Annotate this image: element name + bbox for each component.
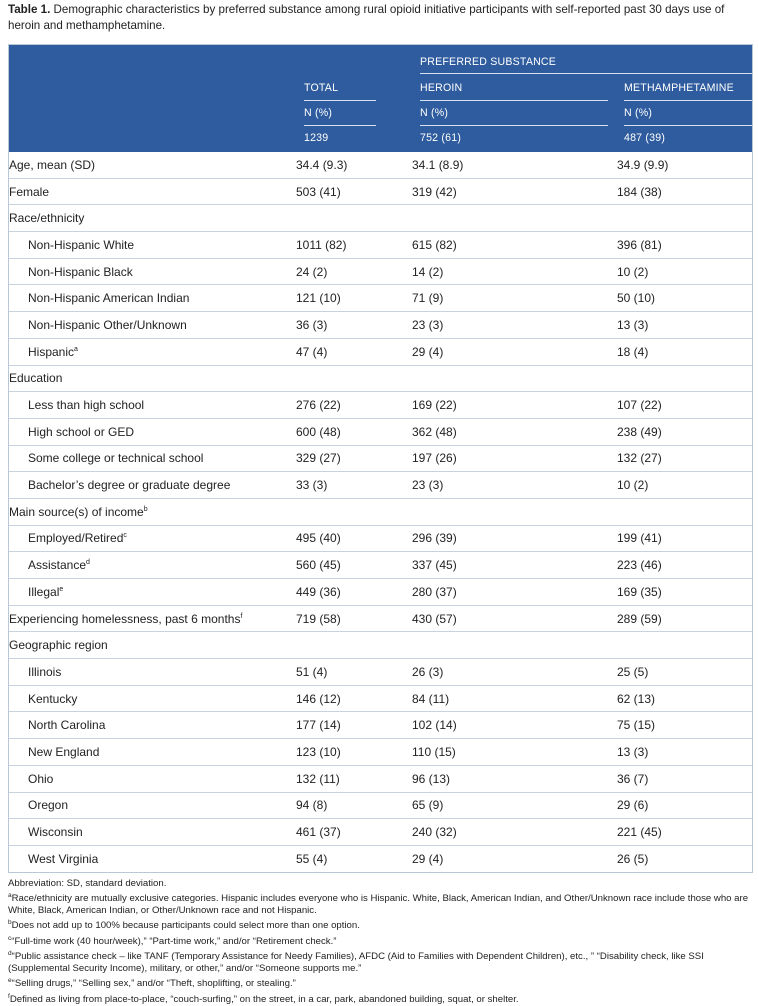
table-row <box>9 525 752 552</box>
cell-total-text: 461 (37) <box>296 825 341 840</box>
cell-heroin <box>412 285 617 312</box>
cell-heroin-text: 280 (37) <box>412 584 457 599</box>
cell-methamphetamine <box>617 338 752 365</box>
cell-methamphetamine-text: 289 (59) <box>617 611 662 626</box>
cell-total-text: 132 (11) <box>296 771 340 786</box>
cell-total <box>296 819 412 846</box>
row-label <box>9 525 296 552</box>
cell-methamphetamine <box>617 232 752 259</box>
cell-methamphetamine-text: 75 (15) <box>617 718 656 733</box>
cell-methamphetamine <box>617 605 752 632</box>
row-label <box>9 258 296 285</box>
cell-total <box>296 712 412 739</box>
header-rule2-total <box>304 125 376 126</box>
footnote-mark: b <box>8 919 12 927</box>
cell-methamphetamine-text: 25 (5) <box>617 664 649 679</box>
header-rule2-meth <box>624 125 752 126</box>
table-row <box>9 392 752 419</box>
cell-total <box>296 579 412 606</box>
table-row <box>9 712 752 739</box>
footnote-marker: a <box>74 345 78 353</box>
footnote-mark: d <box>8 950 12 958</box>
header-n-meth: 487 (39) <box>624 132 666 144</box>
cell-heroin <box>412 845 617 871</box>
cell-methamphetamine <box>617 498 752 525</box>
cell-heroin-text: 34.1 (8.9) <box>412 157 464 172</box>
table-row <box>9 205 752 232</box>
cell-total-text: 276 (22) <box>296 398 341 413</box>
row-label <box>9 605 296 632</box>
cell-total <box>296 659 412 686</box>
cell-heroin <box>412 178 617 205</box>
cell-total-text: 503 (41) <box>296 184 341 199</box>
cell-methamphetamine-text: 223 (46) <box>617 558 662 573</box>
table-row <box>9 498 752 525</box>
header-unit-total: N (%) <box>304 107 333 119</box>
header-unit-heroin: N (%) <box>420 107 449 119</box>
row-label-text: Kentucky <box>28 691 78 706</box>
cell-total-text: 560 (45) <box>296 558 341 573</box>
cell-methamphetamine-text: 199 (41) <box>617 531 662 546</box>
cell-heroin-text: 169 (22) <box>412 398 457 413</box>
cell-methamphetamine <box>617 792 752 819</box>
cell-heroin <box>412 605 617 632</box>
cell-heroin-text: 362 (48) <box>412 424 457 439</box>
cell-heroin <box>412 258 617 285</box>
row-label <box>9 365 296 392</box>
row-label <box>9 205 296 232</box>
table-header <box>9 45 752 152</box>
row-label-text: North Carolina <box>28 718 106 733</box>
cell-methamphetamine-text: 184 (38) <box>617 184 662 199</box>
row-label-text: Experiencing homelessness, past 6 months <box>9 611 241 626</box>
cell-methamphetamine-text: 10 (2) <box>617 478 649 493</box>
cell-heroin-text: 71 (9) <box>412 291 444 306</box>
table-row <box>9 739 752 766</box>
cell-total <box>296 285 412 312</box>
cell-methamphetamine-text: 13 (3) <box>617 744 649 759</box>
cell-total <box>296 258 412 285</box>
cell-total <box>296 365 412 392</box>
row-label-text: Female <box>9 184 50 199</box>
table-row <box>9 659 752 686</box>
header-unit-meth: N (%) <box>624 107 653 119</box>
footnote <box>8 933 753 948</box>
cell-methamphetamine-text: 132 (27) <box>617 451 662 466</box>
cell-heroin <box>412 445 617 472</box>
footnote-text: “Public assistance check – like TANF (Temporary Assistance for Needy Families), AFDC (Aid to Families with Dependent Children), etc., ” “Disability check, like SSI (Supplemental Security Income), military, or other,” and/or “Someone supports me.” <box>8 951 704 975</box>
cell-heroin <box>412 552 617 579</box>
caption-label: Table 1. <box>8 3 51 16</box>
footnote-marker: f <box>240 612 243 620</box>
cell-heroin <box>412 685 617 712</box>
cell-total <box>296 152 412 178</box>
cell-heroin-text: 29 (4) <box>412 851 444 866</box>
footnote <box>8 948 753 975</box>
row-label-text: Some college or technical school <box>28 451 204 466</box>
row-label <box>9 152 296 178</box>
table-row <box>9 445 752 472</box>
cell-total-text: 94 (8) <box>296 798 328 813</box>
cell-heroin-text: 615 (82) <box>412 237 457 252</box>
footnote <box>8 975 753 990</box>
table-row <box>9 605 752 632</box>
cell-heroin-text: 26 (3) <box>412 664 444 679</box>
cell-heroin <box>412 392 617 419</box>
cell-heroin <box>412 338 617 365</box>
row-label <box>9 498 296 525</box>
cell-methamphetamine-text: 169 (35) <box>617 584 662 599</box>
row-label <box>9 552 296 579</box>
row-label-text: Illinois <box>28 664 62 679</box>
cell-methamphetamine <box>617 258 752 285</box>
cell-heroin-text: 240 (32) <box>412 825 457 840</box>
row-label-text: New England <box>28 744 100 759</box>
cell-methamphetamine <box>617 152 752 178</box>
footnote-text: Abbreviation: SD, standard deviation. <box>8 878 167 889</box>
cell-heroin <box>412 712 617 739</box>
table-footnotes <box>8 878 753 1006</box>
demographics-table <box>8 44 753 873</box>
cell-heroin <box>412 152 617 178</box>
row-label <box>9 232 296 259</box>
cell-methamphetamine <box>617 312 752 339</box>
cell-total-text: 449 (36) <box>296 584 341 599</box>
cell-heroin-text: 319 (42) <box>412 184 457 199</box>
cell-heroin <box>412 232 617 259</box>
footnote-text: Does not add up to 100% because participants could select more than one option. <box>11 920 360 932</box>
cell-methamphetamine <box>617 685 752 712</box>
footnote-marker: e <box>59 585 64 593</box>
footnote-text: Race/ethnicity are mutually exclusive categories. Hispanic includes everyone who is Hispanic. White, Black, American Indian, and Other/Unknown race include those who are White, Black, American Indian, or Other/Unknown race and not Hispanic. <box>8 893 749 917</box>
cell-methamphetamine <box>617 178 752 205</box>
footnote-text: “Selling drugs,” “Selling sex,” and/or “Theft, shoplifting, or stealing.” <box>11 978 296 990</box>
row-label <box>9 472 296 499</box>
header-rule2-heroin <box>420 125 608 126</box>
row-label-text: Non-Hispanic White <box>28 237 135 252</box>
table-row <box>9 632 752 659</box>
row-label-text: Assistance <box>28 558 87 573</box>
cell-methamphetamine <box>617 552 752 579</box>
cell-heroin <box>412 632 617 659</box>
cell-total <box>296 445 412 472</box>
cell-total-text: 36 (3) <box>296 317 328 332</box>
row-label <box>9 285 296 312</box>
row-label-text: Less than high school <box>28 398 145 413</box>
footnote-text: “Full-time work (40 hour/week),” “Part-time work,” and/or “Retirement check.” <box>11 935 337 947</box>
cell-methamphetamine <box>617 845 752 871</box>
cell-total-text: 33 (3) <box>296 478 328 493</box>
cell-methamphetamine-text: 36 (7) <box>617 771 649 786</box>
cell-heroin-text: 102 (14) <box>412 718 457 733</box>
cell-total-text: 55 (4) <box>296 851 328 866</box>
footnote-mark: f <box>8 992 10 1000</box>
cell-methamphetamine-text: 26 (5) <box>617 851 649 866</box>
row-label <box>9 632 296 659</box>
cell-total <box>296 312 412 339</box>
cell-methamphetamine <box>617 365 752 392</box>
footnote <box>8 991 753 1006</box>
cell-heroin <box>412 312 617 339</box>
cell-total <box>296 498 412 525</box>
row-label-text: Illegal <box>28 584 60 599</box>
row-label-text: Education <box>9 371 63 386</box>
header-preferred-substance: PREFERRED SUBSTANCE <box>420 56 557 68</box>
cell-methamphetamine <box>617 659 752 686</box>
cell-total <box>296 232 412 259</box>
table-row <box>9 579 752 606</box>
table-row <box>9 418 752 445</box>
footnote <box>8 890 753 917</box>
row-label <box>9 712 296 739</box>
cell-heroin <box>412 579 617 606</box>
cell-total <box>296 178 412 205</box>
table-row <box>9 232 752 259</box>
cell-heroin <box>412 739 617 766</box>
footnote <box>8 878 753 890</box>
header-n-total: 1239 <box>304 132 329 144</box>
cell-methamphetamine <box>617 445 752 472</box>
footnote-mark: c <box>8 934 12 942</box>
cell-methamphetamine-text: 62 (13) <box>617 691 656 706</box>
cell-heroin-text: 84 (11) <box>412 691 450 706</box>
cell-total <box>296 792 412 819</box>
row-label <box>9 338 296 365</box>
table-row <box>9 258 752 285</box>
cell-heroin-text: 110 (15) <box>412 744 456 759</box>
row-label-text: Employed/Retired <box>28 531 124 546</box>
cell-heroin <box>412 205 617 232</box>
cell-heroin-text: 296 (39) <box>412 531 457 546</box>
table-row <box>9 312 752 339</box>
cell-methamphetamine-text: 238 (49) <box>617 424 662 439</box>
cell-methamphetamine <box>617 632 752 659</box>
table-row <box>9 819 752 846</box>
table-row <box>9 845 752 871</box>
cell-heroin-text: 23 (3) <box>412 317 444 332</box>
row-label-text: Non-Hispanic Other/Unknown <box>28 317 187 332</box>
footnote-text: Defined as living from place-to-place, “couch-surfing,” on the street, in a car, park, abandoned building, squat, or shelter. <box>9 993 519 1005</box>
cell-methamphetamine-text: 13 (3) <box>617 317 649 332</box>
header-group-rule <box>420 73 752 74</box>
cell-total <box>296 845 412 871</box>
cell-total <box>296 632 412 659</box>
cell-heroin <box>412 418 617 445</box>
cell-total-text: 34.4 (9.3) <box>296 157 348 172</box>
cell-total <box>296 552 412 579</box>
footnote-marker: c <box>123 532 127 540</box>
row-label-text: Main source(s) of income <box>9 504 144 519</box>
table-row <box>9 338 752 365</box>
cell-total <box>296 739 412 766</box>
cell-total <box>296 685 412 712</box>
cell-total-text: 495 (40) <box>296 531 341 546</box>
footnote-marker: b <box>143 505 148 513</box>
row-label <box>9 765 296 792</box>
row-label <box>9 819 296 846</box>
cell-heroin <box>412 472 617 499</box>
row-label <box>9 579 296 606</box>
header-n-heroin: 752 (61) <box>420 132 462 144</box>
cell-methamphetamine-text: 221 (45) <box>617 825 662 840</box>
row-label-text: Age, mean (SD) <box>9 157 96 172</box>
table-row <box>9 365 752 392</box>
table-row <box>9 552 752 579</box>
cell-methamphetamine <box>617 205 752 232</box>
table-row <box>9 685 752 712</box>
cell-heroin-text: 96 (13) <box>412 771 451 786</box>
cell-methamphetamine <box>617 392 752 419</box>
row-label-text: Wisconsin <box>28 825 83 840</box>
cell-total-text: 600 (48) <box>296 424 341 439</box>
cell-heroin <box>412 365 617 392</box>
row-label-text: Geographic region <box>9 638 108 653</box>
header-total: TOTAL <box>304 82 339 94</box>
cell-heroin-text: 197 (26) <box>412 451 457 466</box>
cell-total <box>296 605 412 632</box>
cell-methamphetamine-text: 10 (2) <box>617 264 649 279</box>
table-row <box>9 285 752 312</box>
cell-total-text: 146 (12) <box>296 691 341 706</box>
cell-methamphetamine-text: 29 (6) <box>617 798 649 813</box>
cell-total-text: 24 (2) <box>296 264 328 279</box>
table-row <box>9 178 752 205</box>
cell-total <box>296 472 412 499</box>
footnote-mark: a <box>8 892 12 900</box>
cell-total-text: 1011 (82) <box>296 237 347 252</box>
cell-methamphetamine-text: 107 (22) <box>617 398 662 413</box>
cell-total-text: 177 (14) <box>296 718 341 733</box>
row-label <box>9 418 296 445</box>
cell-methamphetamine <box>617 418 752 445</box>
cell-methamphetamine <box>617 765 752 792</box>
row-label-text: Race/ethnicity <box>9 211 85 226</box>
footnote <box>8 917 753 932</box>
row-label <box>9 792 296 819</box>
cell-heroin-text: 14 (2) <box>412 264 444 279</box>
cell-methamphetamine <box>617 525 752 552</box>
cell-heroin-text: 23 (3) <box>412 478 444 493</box>
header-methamphetamine: METHAMPHETAMINE <box>624 82 734 94</box>
cell-methamphetamine <box>617 819 752 846</box>
row-label-text: West Virginia <box>28 851 99 866</box>
cell-heroin <box>412 765 617 792</box>
row-label-text: Non-Hispanic Black <box>28 264 133 279</box>
cell-heroin <box>412 792 617 819</box>
cell-total <box>296 765 412 792</box>
cell-total <box>296 525 412 552</box>
caption-text: Demographic characteristics by preferred substance among rural opioid initiative participants with self-reported past 30 days use of heroin and methamphetamine. <box>8 3 725 32</box>
row-label-text: Hispanic <box>28 344 75 359</box>
row-label-text: Non-Hispanic American Indian <box>28 291 190 306</box>
cell-methamphetamine <box>617 579 752 606</box>
table-row <box>9 152 752 178</box>
cell-heroin <box>412 659 617 686</box>
row-label <box>9 659 296 686</box>
cell-heroin-text: 29 (4) <box>412 344 444 359</box>
row-label-text: High school or GED <box>28 424 135 439</box>
cell-heroin <box>412 498 617 525</box>
cell-total <box>296 418 412 445</box>
cell-methamphetamine-text: 18 (4) <box>617 344 649 359</box>
row-label <box>9 178 296 205</box>
row-label <box>9 392 296 419</box>
footnote-mark: e <box>8 977 12 985</box>
row-label <box>9 845 296 871</box>
row-label <box>9 445 296 472</box>
table-row <box>9 472 752 499</box>
cell-total-text: 47 (4) <box>296 344 328 359</box>
cell-total-text: 719 (58) <box>296 611 341 626</box>
cell-total-text: 121 (10) <box>296 291 341 306</box>
table-caption <box>8 2 748 34</box>
cell-methamphetamine-text: 396 (81) <box>617 237 662 252</box>
row-label <box>9 739 296 766</box>
table-row <box>9 792 752 819</box>
row-label <box>9 312 296 339</box>
cell-methamphetamine <box>617 739 752 766</box>
cell-total-text: 123 (10) <box>296 744 341 759</box>
cell-heroin-text: 430 (57) <box>412 611 457 626</box>
row-label-text: Ohio <box>28 771 54 786</box>
header-rule-meth <box>624 100 752 101</box>
cell-methamphetamine <box>617 285 752 312</box>
cell-total <box>296 392 412 419</box>
cell-heroin-text: 65 (9) <box>412 798 444 813</box>
table-body <box>9 152 752 872</box>
table-row <box>9 765 752 792</box>
cell-total <box>296 338 412 365</box>
row-label-text: Oregon <box>28 798 69 813</box>
cell-heroin <box>412 819 617 846</box>
cell-heroin-text: 337 (45) <box>412 558 457 573</box>
cell-heroin <box>412 525 617 552</box>
row-label <box>9 685 296 712</box>
row-label-text: Bachelor’s degree or graduate degree <box>28 478 231 493</box>
footnote-marker: d <box>86 559 90 567</box>
cell-total-text: 51 (4) <box>296 664 328 679</box>
cell-methamphetamine-text: 34.9 (9.9) <box>617 157 669 172</box>
cell-methamphetamine <box>617 472 752 499</box>
cell-total <box>296 205 412 232</box>
cell-total-text: 329 (27) <box>296 451 341 466</box>
header-rule-total <box>304 100 376 101</box>
header-rule-heroin <box>420 100 608 101</box>
cell-methamphetamine-text: 50 (10) <box>617 291 656 306</box>
cell-methamphetamine <box>617 712 752 739</box>
header-heroin: HEROIN <box>420 82 463 94</box>
